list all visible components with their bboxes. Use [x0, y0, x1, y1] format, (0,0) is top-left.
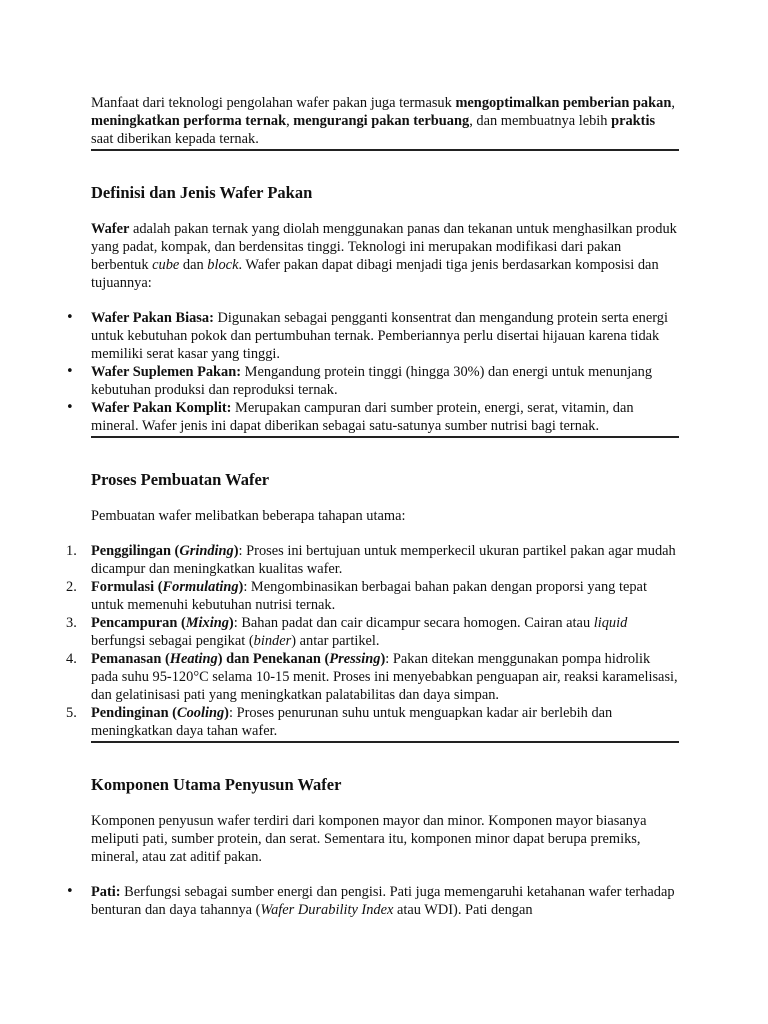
step-term: ) — [228, 615, 234, 631]
section-divider — [91, 741, 679, 743]
heading-proses: Proses Pembuatan Wafer — [91, 470, 270, 489]
item-term: Wafer Suplemen Pakan: — [91, 364, 242, 380]
step-italic: binder — [253, 633, 292, 649]
section-divider — [91, 436, 679, 438]
intro-bold: praktis — [611, 113, 656, 129]
wafer-types-list — [91, 309, 679, 435]
step-term-italic: Grinding — [179, 543, 234, 559]
definisi-term: Wafer — [91, 221, 130, 237]
item-desc: Mengandung protein tinggi (hingga 30%) dan energi untuk menunjang kebutuhan produksi dan reproduksi ternak. — [91, 364, 653, 398]
item-desc: atau WDI). Pati dengan — [393, 902, 533, 918]
list-item — [91, 363, 679, 399]
step-term-italic: Formulating — [162, 579, 239, 595]
article-body — [66, 94, 679, 919]
step-term: ) — [233, 543, 239, 559]
definisi-text: . Wafer pakan dapat dibagi menjadi tiga jenis berdasarkan komposisi dan tujuannya: — [91, 257, 659, 291]
list-item — [66, 614, 679, 650]
intro-text: Manfaat dari teknologi pengolahan wafer pakan juga termasuk — [91, 95, 456, 111]
item-italic: Wafer Durability Index — [260, 902, 394, 918]
list-item — [66, 704, 679, 740]
heading-definisi: Definisi dan Jenis Wafer Pakan — [91, 183, 313, 202]
step-desc: : Mengombinasikan berbagai bahan pakan dengan proporsi yang tepat untuk memenuhi kebutuhan nutrisi ternak. — [91, 579, 647, 613]
item-desc: Berfungsi sebagai sumber energi dan pengisi. Pati juga memengaruhi ketahanan wafer terhadap benturan dan daya tahannya ( — [91, 884, 675, 918]
step-number: 1. — [66, 543, 77, 559]
item-term: Wafer Pakan Komplit: — [91, 400, 232, 416]
step-desc: ) antar partikel. — [291, 633, 380, 649]
step-term: ) — [224, 705, 229, 721]
components-list — [91, 883, 679, 919]
step-number: 3. — [66, 615, 77, 631]
step-desc: berfungsi sebagai pengikat ( — [91, 633, 254, 649]
step-desc: : Bahan padat dan cair dicampur secara homogen. Cairan atau — [233, 615, 594, 631]
step-number: 4. — [66, 651, 77, 667]
step-number: 2. — [66, 579, 77, 595]
process-steps-list — [66, 542, 679, 740]
step-term-italic: Heating — [169, 651, 218, 667]
proses-intro: Pembuatan wafer melibatkan beberapa tahapan utama: — [91, 508, 406, 524]
step-term: Pencampuran ( — [91, 615, 186, 631]
definisi-text: adalah pakan ternak yang diolah menggunakan panas dan tekanan untuk menghasilkan produk yang padat, kompak, dan berdensitas tinggi. Teknologi ini merupakan modifikasi dari pakan berbentuk — [91, 221, 677, 273]
step-term: ) — [238, 579, 244, 595]
list-item — [91, 399, 679, 435]
intro-bold: meningkatkan performa ternak — [91, 113, 287, 129]
intro-paragraph — [91, 94, 679, 148]
intro-text: , — [286, 113, 294, 129]
step-term-italic: Cooling — [176, 705, 225, 721]
intro-text: , — [671, 95, 675, 111]
list-item — [91, 883, 679, 919]
list-item — [66, 650, 679, 704]
definisi-paragraph — [91, 220, 679, 292]
step-term: Pemanasan ( — [91, 651, 170, 667]
intro-text: saat diberikan kepada ternak. — [91, 131, 259, 147]
komponen-intro: Komponen penyusun wafer terdiri dari komponen mayor dan minor. Komponen mayor biasanya meliputi pati, sumber protein, dan serat. Sementara itu, komponen minor dapat berupa premiks, mineral, atau zat aditif pakan. — [91, 813, 647, 865]
item-term: Pati: — [91, 884, 121, 900]
step-term-italic: Pressing — [329, 651, 381, 667]
step-term: ) dan Penekanan ( — [217, 651, 330, 667]
step-term: Pendinginan ( — [91, 705, 177, 721]
heading-komponen: Komponen Utama Penyusun Wafer — [91, 775, 342, 794]
item-term: Wafer Pakan Biasa: — [91, 310, 214, 326]
definisi-italic: block — [207, 257, 239, 273]
step-term: ) — [380, 651, 386, 667]
intro-bold: mengoptimalkan pemberian pakan — [455, 95, 672, 111]
list-item — [66, 578, 679, 614]
item-desc: Digunakan sebagai pengganti konsentrat dan mengandung protein serta energi untuk kebutuhan pokok dan pertumbuhan ternak. Pemberiannya perlu disertai hijauan karena tidak memiliki serat kasar yang tinggi. — [91, 310, 668, 362]
step-italic: liquid — [593, 615, 628, 631]
item-desc: Merupakan campuran dari sumber protein, energi, serat, vitamin, dan mineral. Wafer jenis ini dapat diberikan sebagai satu-satunya sumber nutrisi bagi ternak. — [91, 400, 634, 434]
step-term: Formulasi ( — [91, 579, 163, 595]
intro-bold: mengurangi pakan terbuang — [293, 113, 470, 129]
step-desc: : Proses ini bertujuan untuk memperkecil ukuran partikel pakan agar mudah dicampur dan meningkatkan kualitas wafer. — [91, 543, 676, 577]
step-term-italic: Mixing — [185, 615, 229, 631]
step-number: 5. — [66, 705, 77, 721]
definisi-italic: cube — [152, 257, 180, 273]
section-divider — [91, 149, 679, 151]
step-term: Penggilingan ( — [91, 543, 180, 559]
intro-text: , dan membuatnya lebih — [469, 113, 612, 129]
step-desc: : Pakan ditekan menggunakan pompa hidrolik pada suhu 95-120°C selama 10-15 menit. Proses ini menyebabkan penguapan air, reaksi karamelisasi, dan gelatinisasi pati yang meningkatkan palatabilitas dan daya simpan. — [91, 651, 678, 703]
definisi-text: dan — [179, 257, 208, 273]
list-item — [91, 309, 679, 363]
list-item — [66, 542, 679, 578]
step-desc: : Proses penurunan suhu untuk menguapkan kadar air berlebih dan meningkatkan daya tahan wafer. — [91, 705, 613, 739]
